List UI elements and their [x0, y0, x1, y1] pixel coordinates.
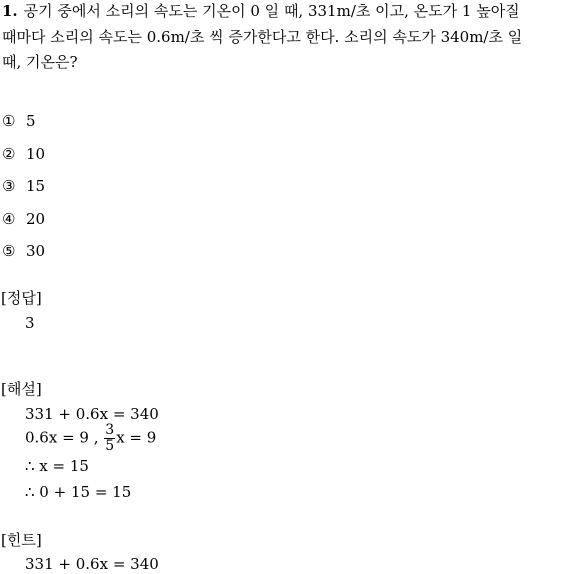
choice-value-4: 20 [26, 210, 46, 228]
question-text-1: 공기 중에서 소리의 속도는 기온이 0 일 때, 331m/초 이고, 온도가 1 높아질 [23, 2, 520, 20]
solution-line-1: 331 + 0.6x = 340 [25, 405, 159, 423]
question-line-3: 때, 기온은? [2, 53, 78, 71]
fraction-numerator: 3 [105, 422, 115, 438]
question-line-2: 때마다 소리의 속도는 0.6m/초 씩 증가한다고 한다. 소리의 속도가 340m/초 일 [2, 28, 523, 46]
choice-mark-3: ③ [2, 177, 16, 195]
fraction [104, 423, 115, 454]
choice-mark-4: ④ [2, 210, 16, 228]
choice-5[interactable] [2, 240, 45, 262]
choice-3[interactable] [2, 175, 45, 197]
choice-mark-1: ① [2, 112, 16, 130]
question-line-1 [2, 1, 520, 21]
choice-2[interactable] [2, 143, 45, 165]
hint-title: [힌트] [1, 531, 42, 549]
hint-line-1: 331 + 0.6x = 340 [25, 555, 159, 573]
choice-value-2: 10 [26, 145, 46, 163]
choice-mark-5: ⑤ [2, 242, 16, 260]
fraction-denominator: 5 [105, 438, 115, 454]
choice-1[interactable] [2, 110, 36, 132]
choice-value-3: 15 [26, 177, 46, 195]
choice-4[interactable] [2, 208, 45, 230]
answer-value: 3 [25, 314, 35, 332]
solution-line-2-right: x = 9 [116, 428, 157, 447]
solution-line-2 [25, 423, 156, 454]
question-number: 1. [2, 2, 18, 20]
choice-value-1: 5 [26, 112, 36, 130]
solution-line-4: ∴ 0 + 15 = 15 [25, 483, 132, 501]
solution-line-2-left: 0.6x = 9 , [25, 428, 99, 447]
choice-mark-2: ② [2, 145, 16, 163]
solution-title: [해설] [1, 380, 42, 398]
choice-value-5: 30 [26, 242, 46, 260]
solution-line-3: ∴ x = 15 [25, 457, 89, 475]
answer-title: [정답] [1, 289, 42, 307]
